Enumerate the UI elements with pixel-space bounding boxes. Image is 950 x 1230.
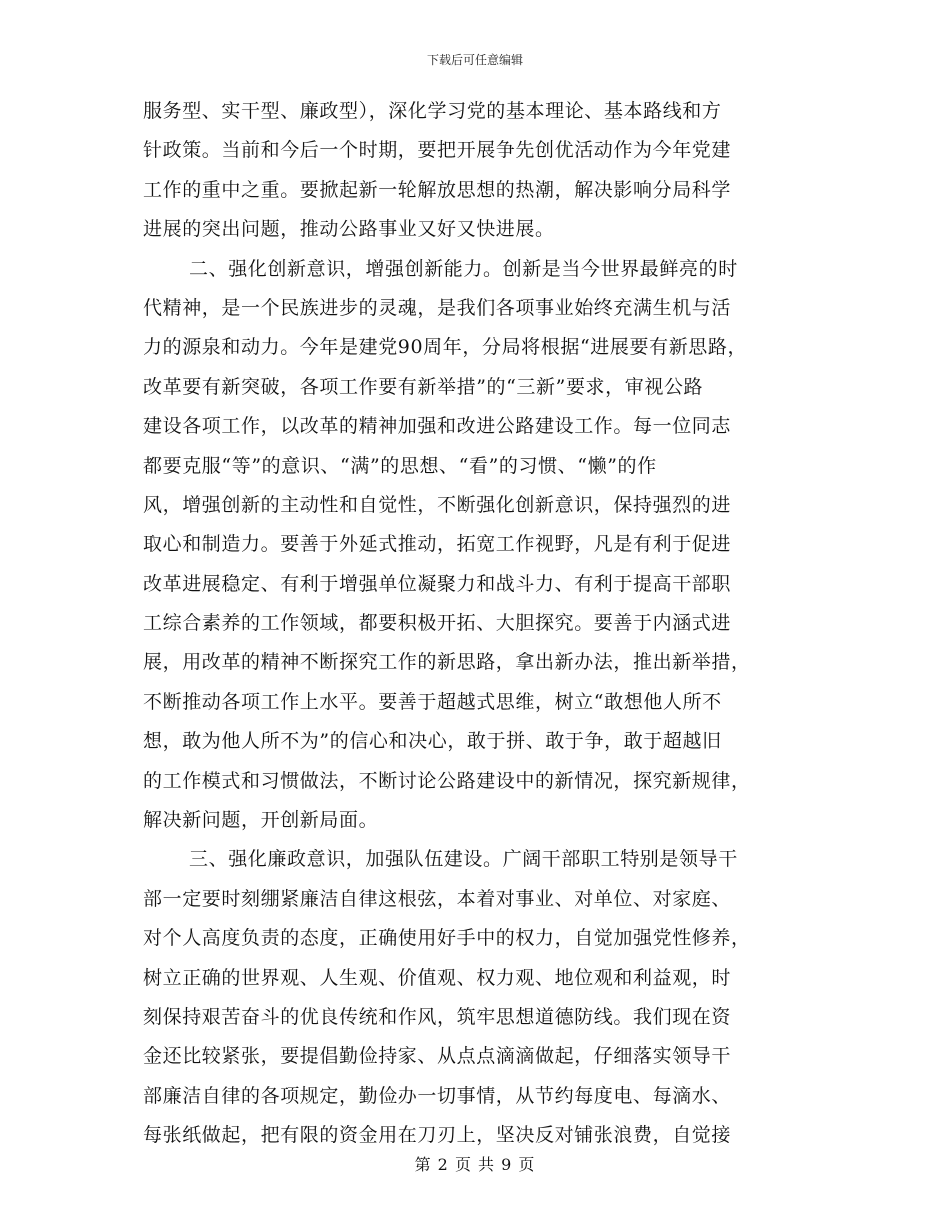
text-line: 针政策。当前和今后一个时期，要把开展争先创优活动作为今年党建 [143,139,732,162]
text-line: 对个人高度负责的态度，正确使用好手中的权力，自觉加强党性修养， [143,927,751,950]
text-line: 展，用改革的精神不断探究工作的新思路，拿出新办法，推出新举措， [143,651,751,674]
text-line: 树立正确的世界观、人生观、价值观、权力观、地位观和利益观，时 [143,966,732,989]
text-line: 每张纸做起，把有限的资金用在刀刃上，坚决反对铺张浪费，自觉接 [143,1124,732,1147]
document-body [143,92,808,1156]
text-line: 想，敢为他人所不为”的信心和决心，敢于拼、敢于争，敢于超越旧 [143,730,722,753]
page-number-footer: 第 2 页 共 9 页 [414,1155,536,1174]
paragraph-start-line: 二、强化创新意识，增强创新能力。创新是当今世界最鲜亮的时 [189,257,738,280]
text-line: 工综合素养的工作领域，都要积极开拓、大胆探究。要善于内涵式进 [143,612,732,635]
text-line: 改革进展稳定、有利于增强单位凝聚力和战斗力、有利于提高干部职 [143,572,732,595]
text-line: 不断推动各项工作上水平。要善于超越式思维，树立“敢想他人所不 [143,690,722,713]
text-line: 风，增强创新的主动性和自觉性，不断强化创新意识，保持强烈的进 [143,493,732,516]
text-line: 金还比较紧张，要提倡勤俭持家、从点点滴滴做起，仔细落实领导干 [143,1045,732,1068]
text-line: 部一定要时刻绷紧廉洁自律这根弦，本着对事业、对单位、对家庭、 [143,887,732,910]
text-line: 改革要有新突破，各项工作要有新举措”的“三新”要求，审视公路 [143,375,704,398]
text-line: 建设各项工作，以改革的精神加强和改进公路建设工作。每一位同志 [143,415,732,438]
text-line: 刻保持艰苦奋斗的优良传统和作风，筑牢思想道德防线。我们现在资 [143,1005,732,1028]
text-line: 取心和制造力。要善于外延式推动，拓宽工作视野，凡是有利于促进 [143,533,732,556]
text-line: 部廉洁自律的各项规定，勤俭办一切事情，从节约每度电、每滴水、 [143,1084,732,1107]
text-line: 解决新问题，开创新局面。 [143,809,379,832]
text-line: 代精神，是一个民族进步的灵魂，是我们各项事业始终充满生机与活 [143,296,732,319]
page-header: 下载后可任意编辑 [426,53,523,67]
text-line: 的工作模式和习惯做法，不断讨论公路建设中的新情况，探究新规律， [143,769,751,792]
text-line: 都要克服“等”的意识、“满”的思想、“看”的习惯、“懒”的作 [143,454,657,477]
text-line: 服务型、实干型、廉政型），深化学习党的基本理论、基本路线和方 [143,100,722,122]
text-line: 工作的重中之重。要掀起新一轮解放思想的热潮，解决影响分局科学 [143,178,732,201]
text-line: 进展的突出问题，推动公路事业又好又快进展。 [143,218,555,241]
text-line: 力的源泉和动力。今年是建党90周年，分局将根据“进展要有新思路， [143,336,748,359]
paragraph-start-line: 三、强化廉政意识，加强队伍建设。广阔干部职工特别是领导干 [189,848,738,871]
